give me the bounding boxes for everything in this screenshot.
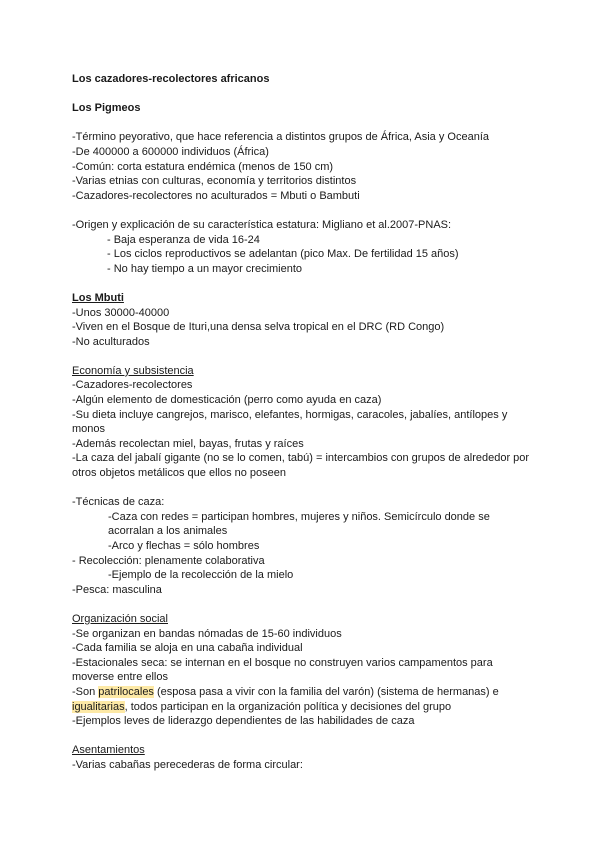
tecnicas-label: -Técnicas de caza: [72, 496, 165, 509]
pesca-item: -Pesca: masculina [72, 583, 162, 596]
economia-item: -Cazadores-recolectores [72, 379, 193, 392]
document-content [72, 72, 532, 773]
economia-item: -La caza del jabalí gigante (no se lo comen, tabú) = intercambios con grupos de alrededor por otros objetos metálicos que ellos no poseen [72, 452, 530, 480]
highlighted-term-igualitarias: igualitarias [72, 700, 125, 713]
document-title: Los cazadores-recolectores africanos [72, 73, 270, 85]
recoleccion-label: - Recolección: plenamente colaborativa [72, 554, 265, 567]
economia-item: -Algún elemento de domesticación (perro como ayuda en caza) [72, 394, 382, 407]
organizacion-item: -Estacionales seca: se internan en el bosque no construyen varios campamentos para moverse entre ellos [72, 656, 493, 684]
organizacion-item: -Ejemplos leves de liderazgo dependientes de las habilidades de caza [72, 715, 415, 728]
pigmeos-item: -Común: corta estatura endémica (menos de 150 cm) [72, 160, 334, 173]
origin-point: - Baja esperanza de vida 16-24 [107, 233, 260, 246]
economia-item: -Su dieta incluye cangrejos, marisco, elefantes, hormigas, caracoles, jabalíes, antílopes y monos [72, 408, 508, 436]
highlighted-term-patrilocales: patrilocales [98, 685, 154, 698]
origin-point: - Los ciclos reproductivos se adelantan (pico Max. De fertilidad 15 años) [107, 248, 459, 261]
origin-point: - No hay tiempo a un mayor crecimiento [107, 262, 303, 275]
pigmeos-origin: -Origen y explicación de su característica estatura: Migliano et al.2007-PNAS: [72, 218, 452, 231]
economia-item: -Además recolectan miel, bayas, frutas y raíces [72, 437, 304, 450]
text-segment: -Son [72, 685, 99, 698]
pigmeos-item: -Varias etnias con culturas, economía y territorios distintos [72, 175, 357, 188]
tecnica-item: -Arco y flechas = sólo hombres [108, 540, 260, 552]
organizacion-item: -Cada familia se aloja en una cabaña individual [72, 642, 303, 655]
tecnica-item: -Caza con redes = participan hombres, mujeres y niños. Semicírculo donde se acorralan a los animales [108, 510, 490, 538]
recoleccion-item: -Ejemplo de la recolección de la mielo [108, 569, 294, 582]
section-heading-economia: Economía y subsistencia [72, 364, 194, 377]
section-heading-organizacion: Organización social [72, 612, 168, 625]
mbuti-item: -Viven en el Bosque de Ituri,una densa selva tropical en el DRC (RD Congo) [72, 321, 445, 334]
text-segment: (esposa pasa a vivir con la familia del varón) (sistema de hermanas) e [153, 685, 499, 698]
section-heading-pigmeos: Los Pigmeos [72, 102, 141, 115]
asentamientos-item: -Varias cabañas perecederas de forma circular: [72, 758, 303, 771]
section-heading-asentamientos: Asentamientos [72, 744, 145, 757]
mbuti-item: -Unos 30000-40000 [72, 306, 170, 319]
mbuti-item: -No aculturados [72, 335, 150, 348]
section-heading-mbuti: Los Mbuti [72, 291, 124, 304]
pigmeos-item: -De 400000 a 600000 individuos (África) [72, 145, 269, 158]
text-segment: , todos participan en la organización política y decisiones del grupo [124, 700, 452, 713]
pigmeos-item: -Cazadores-recolectores no aculturados = Mbuti o Bambuti [72, 189, 360, 202]
organizacion-item-patrilocales [72, 685, 532, 714]
pigmeos-item: -Término peyorativo, que hace referencia a distintos grupos de África, Asia y Oceanía [72, 131, 489, 144]
organizacion-item: -Se organizan en bandas nómadas de 15-60 individuos [72, 627, 342, 640]
